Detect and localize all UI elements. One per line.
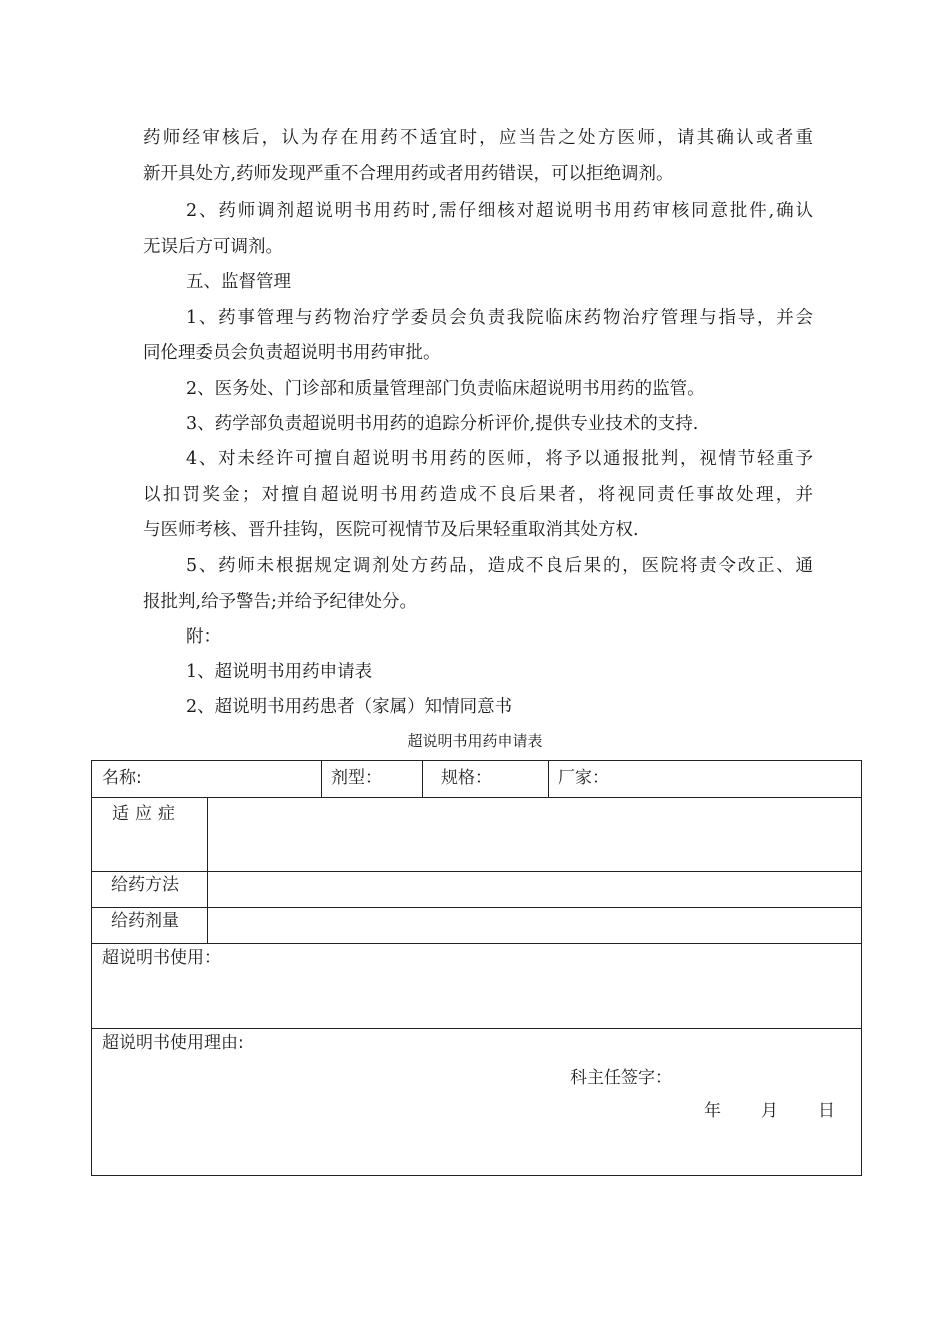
date-month: 月 [761,1101,778,1121]
manufacturer-label: 厂家： [558,768,609,788]
indication-field[interactable] [208,798,861,871]
appendix-item: 2、超说明书用药患者（家属）知情同意书 [186,697,513,717]
director-signature-label: 科主任签字： [570,1068,672,1088]
off-label-use-label: 超说明书使用： [102,948,221,968]
date-day: 日 [818,1101,835,1121]
paragraph-line: 无误后方可调剂。 [143,237,283,257]
paragraph-line: 以扣罚奖金；对擅自超说明书用药造成不良后果者，将视同责任事故处理，并 [143,485,813,505]
spec-label: 规格： [441,768,492,788]
application-form-table [91,760,862,1176]
appendix-heading: 附： [186,627,221,647]
administration-label: 给药方法 [111,875,179,895]
name-label: 名称: [102,768,142,788]
dosage-form-label: 剂型： [331,768,382,788]
col-divider [321,761,322,797]
paragraph-line: 5、药师未根据规定调剂处方药品，造成不良后果的，医院将责令改正、通 [186,556,813,576]
appendix-item: 1、超说明书用药申请表 [186,662,373,682]
paragraph-line: 同伦理委员会负责超说明书用药审批。 [143,343,441,363]
indication-label: 适应症 [112,804,181,824]
row-divider [92,943,861,944]
off-label-use-field[interactable] [92,971,861,1027]
paragraph-line: 3、药学部负责超说明书用药的追踪分析评价,提供专业技术的支持. [186,414,699,434]
administration-field[interactable] [208,872,861,907]
paragraph-line: 药师经审核后，认为存在用药不适宜时，应当告之处方医师，请其确认或者重 [143,128,813,148]
paragraph-line: 1、药事管理与药物治疗学委员会负责我院临床药物治疗管理与指导，并会 [186,308,813,328]
col-divider [422,761,423,797]
dose-field[interactable] [208,908,861,943]
dose-label: 给药剂量 [111,911,179,931]
col-divider [548,761,549,797]
row-divider [92,1028,861,1029]
paragraph-line: 4、对未经许可擅自超说明书用药的医师，将予以通报批判，视情节轻重予 [186,449,813,469]
paragraph-line: 2、医务处、门诊部和质量管理部门负责临床超说明书用药的监管。 [186,379,705,399]
paragraph-line: 报批判,给予警告;并给予纪律处分。 [143,592,417,612]
date-year: 年 [704,1101,721,1121]
form-title: 超说明书用药申请表 [407,732,543,750]
paragraph-line: 新开具处方,药师发现严重不合理用药或者用药错误，可以拒绝调剂。 [143,164,674,184]
paragraph-line: 2、药师调剂超说明书用药时,需仔细核对超说明书用药审核同意批件,确认 [186,201,813,221]
paragraph-line: 与医师考核、晋升挂钩，医院可视情节及后果轻重取消其处方权. [143,520,639,540]
section-heading: 五、监督管理 [186,272,291,292]
signature-date [684,1099,855,1123]
reason-label: 超说明书使用理由: [102,1033,244,1053]
